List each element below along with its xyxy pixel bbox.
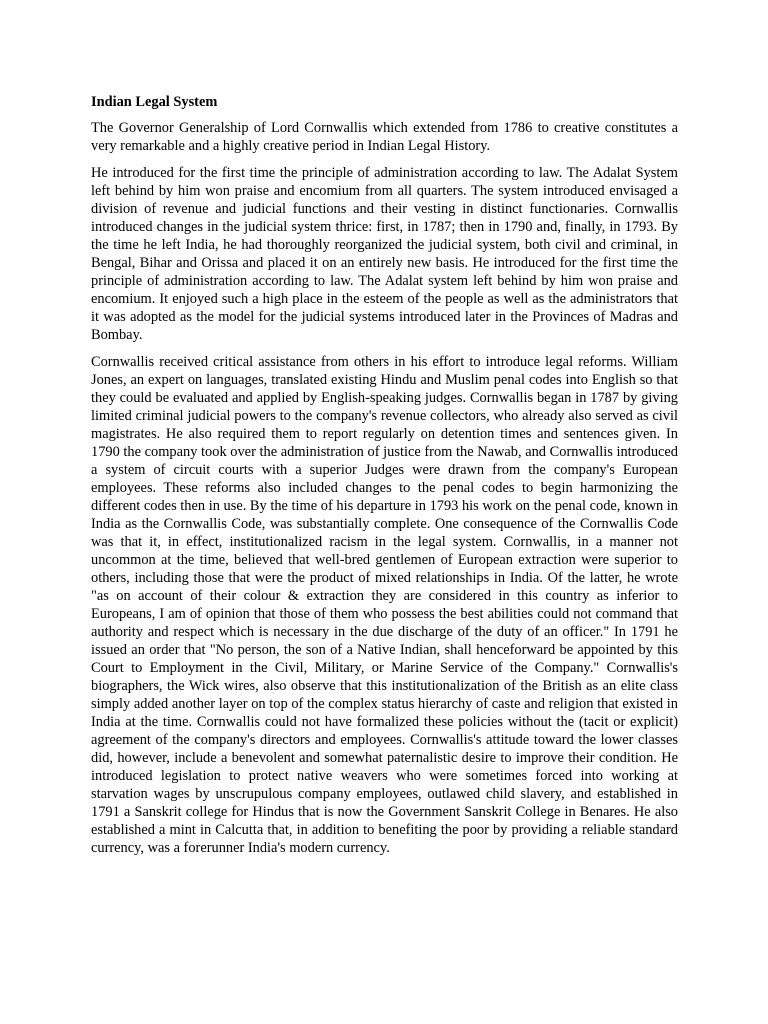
- paragraph-intro: The Governor Generalship of Lord Cornwallis which extended from 1786 to creative constitutes a very remarkable and a highly creative period in Indian Legal History.: [91, 120, 678, 154]
- document-page: [91, 93, 678, 866]
- paragraph-legal-reforms: Cornwallis received critical assistance from others in his effort to introduce legal reforms. William Jones, an expert on languages, translated existing Hindu and Muslim penal codes into English so that they could be evaluated and applied by English-speaking judges. Cornwallis began in 1787 by giving limited criminal judicial powers to the company's revenue collectors, who already also served as civil magistrates. He also required them to report regularly on detention times and sentences given. In 1790 the company took over the administration of justice from the Nawab, and Cornwallis introduced a system of circuit courts with a superior Judges were drawn from the company's European employees. These reforms also included changes to the penal codes to begin harmonizing the different codes then in use. By the time of his departure in 1793 his work on the penal code, known in India as the Cornwallis Code, was substantially complete. One consequence of the Cornwallis Code was that it, in effect, institutionalized racism in the legal system. Cornwallis, in a manner not uncommon at the time, believed that well-bred gentlemen of European extraction were superior to others, including those that were the product of mixed relationships in India. Of the latter, he wrote "as on account of their colour & extraction they are considered in this country as inferior to Europeans, I am of opinion that those of them who possess the best abilities could not command that authority and respect which is necessary in the due discharge of the duty of an officer." In 1791 he issued an order that "No person, the son of a Native Indian, shall henceforward be appointed by this Court to Employment in the Civil, Military, or Marine Service of the Company." Cornwallis's biographers, the Wick wires, also observe that this institutionalization of the British as an elite class simply added another layer on top of the complex status hierarchy of caste and religion that existed in India at the time. Cornwallis could not have formalized these policies without the (tacit or explicit) agreement of the company's directors and employees. Cornwallis's attitude toward the lower classes did, however, include a benevolent and somewhat paternalistic desire to improve their condition. He introduced legislation to protect native weavers who were sometimes forced into working at starvation wages by unscrupulous company employees, outlawed child slavery, and established in 1791 a Sanskrit college for Hindus that is now the Government Sanskrit College in Benares. He also established a mint in Calcutta that, in addition to benefiting the poor by providing a reliable standard currency, was a forerunner India's modern currency.: [91, 354, 678, 856]
- paragraph-adalat-system: He introduced for the first time the principle of administration according to law. The Adalat System left behind by him won praise and encomium from all quarters. The system introduced envisaged a division of revenue and judicial functions and their vesting in distinct functionaries. Cornwallis introduced changes in the judicial system thrice: first, in 1787; then in 1790 and, finally, in 1793. By the time he left India, he had thoroughly reorganized the judicial system, both civil and criminal, in Bengal, Bihar and Orissa and placed it on an entirely new basis. He introduced for the first time the principle of administration according to law. The Adalat system left behind by him won praise and encomium. It enjoyed such a high place in the esteem of the people as well as the administrators that it was adopted as the model for the judicial systems introduced later in the Provinces of Madras and Bombay.: [91, 165, 678, 343]
- document-title: Indian Legal System: [91, 94, 218, 110]
